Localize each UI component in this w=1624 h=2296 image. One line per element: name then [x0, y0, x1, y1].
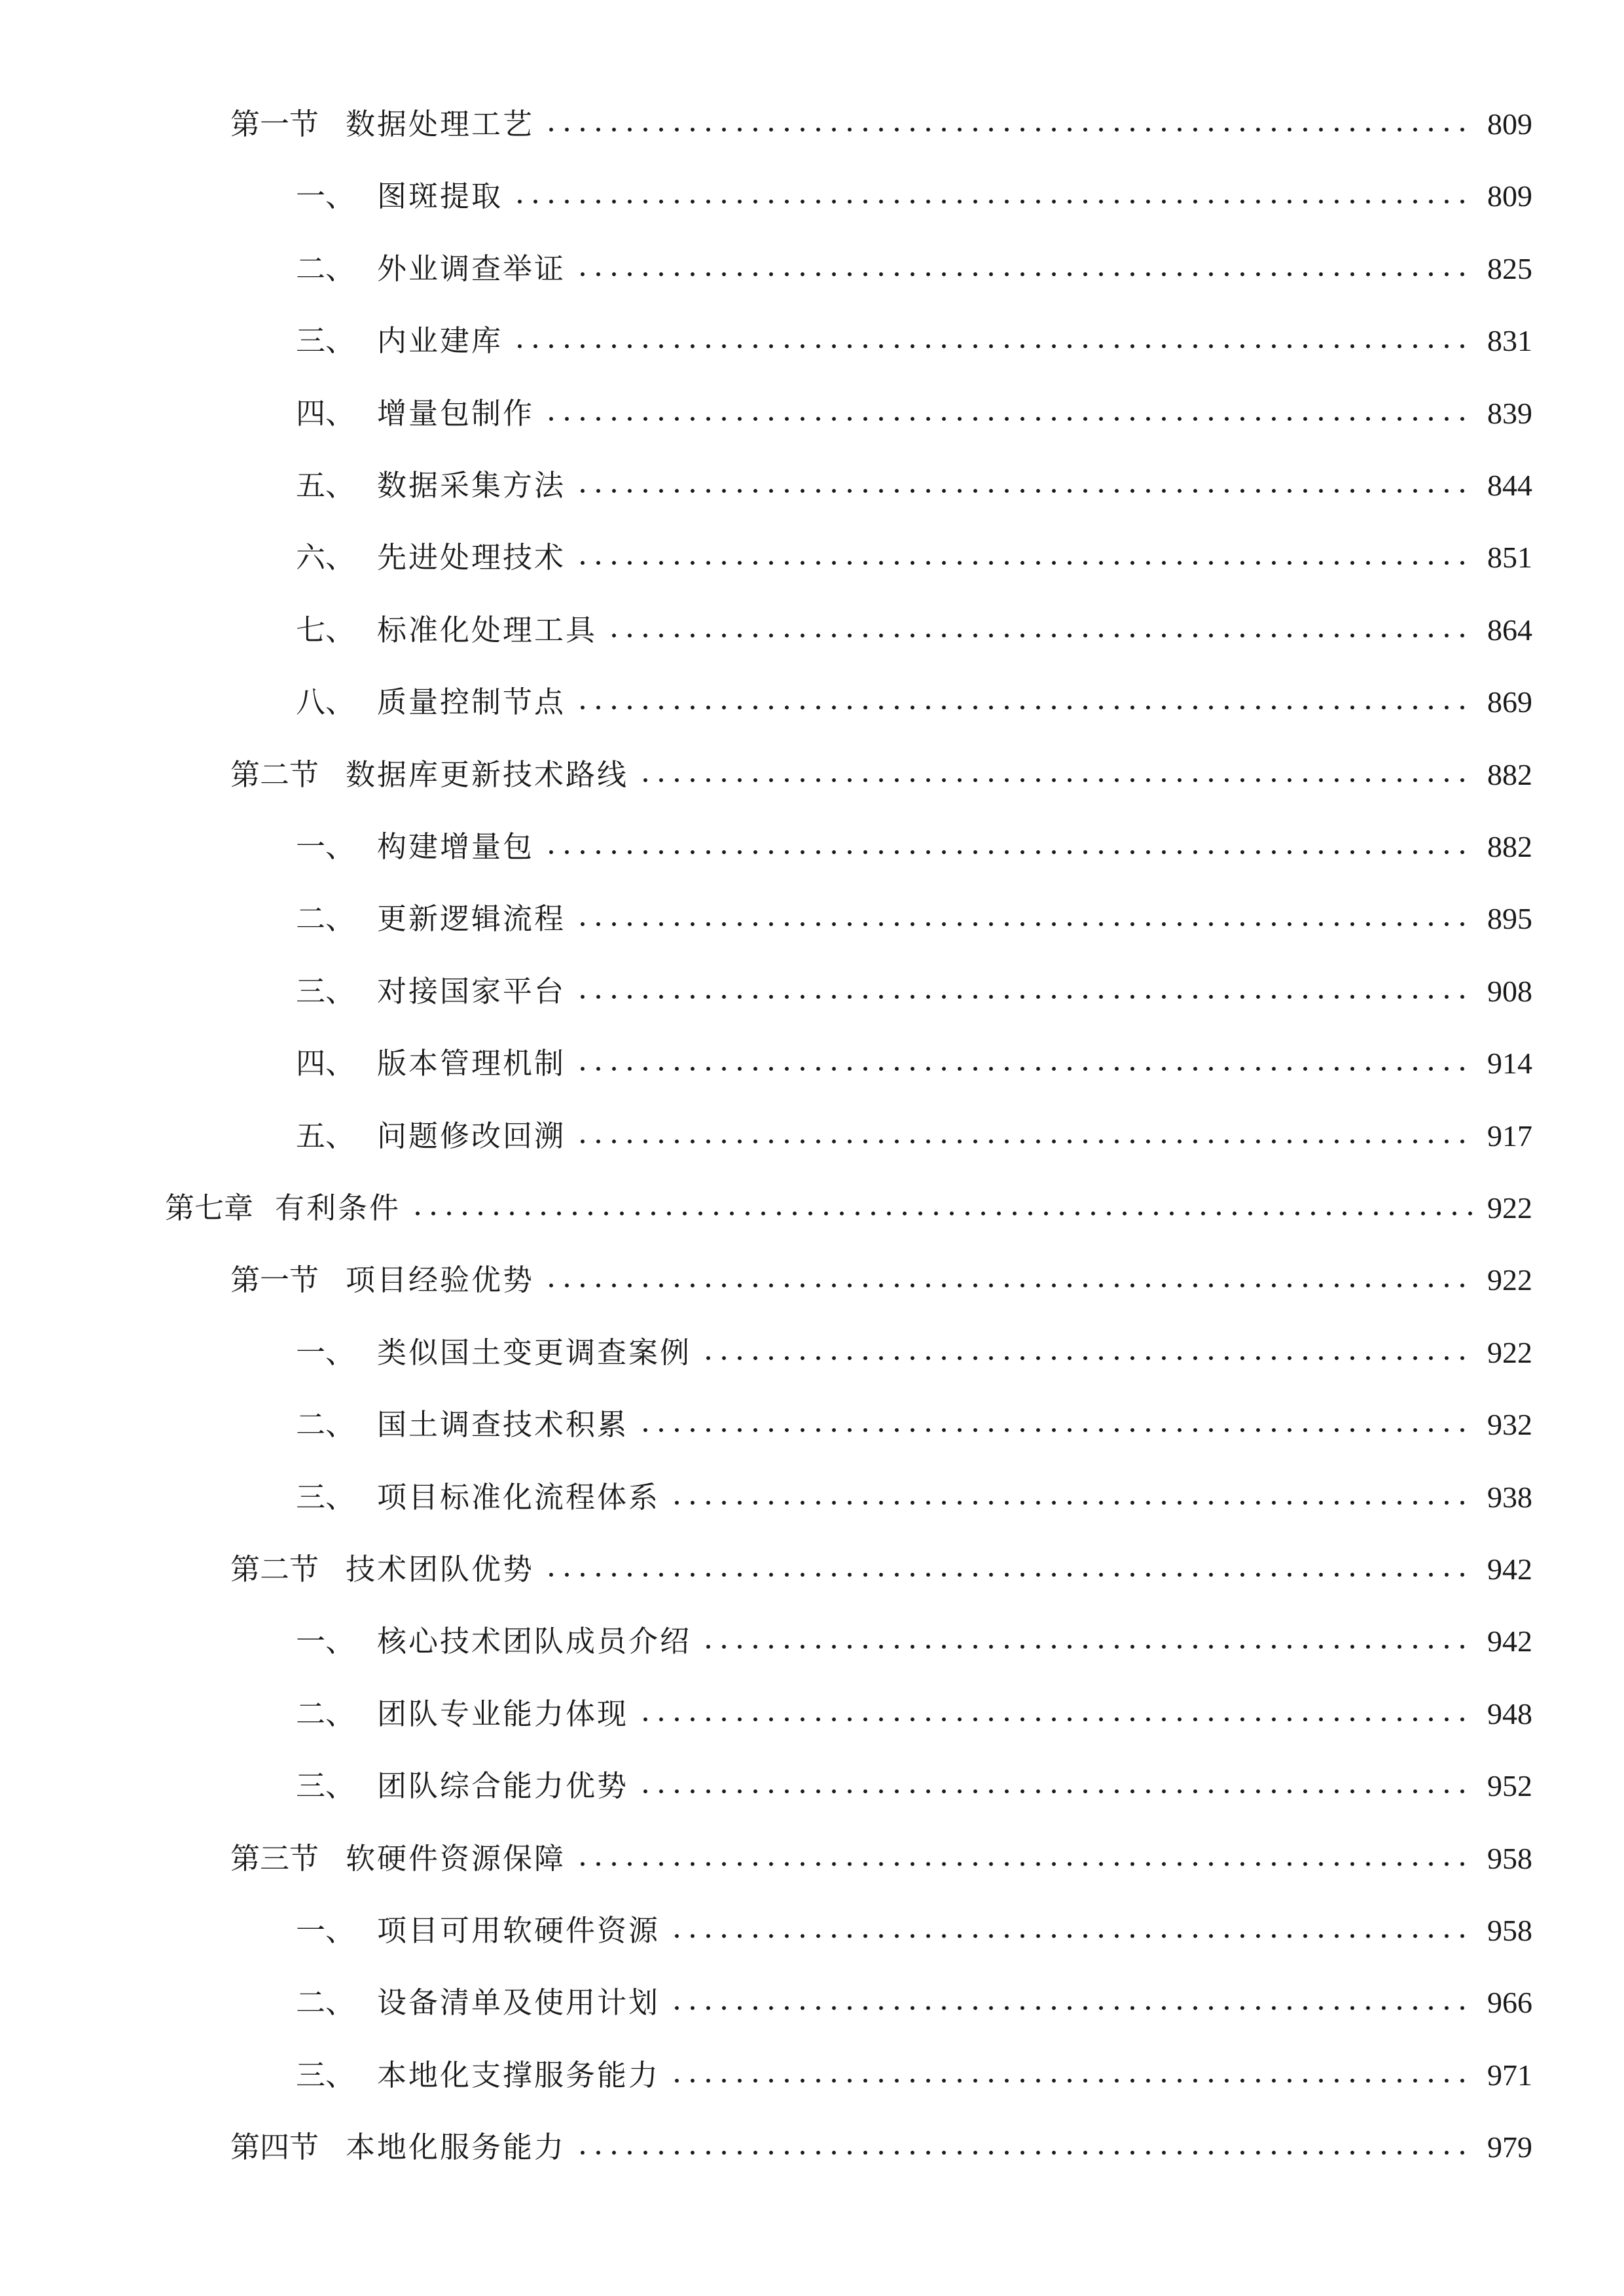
toc-section-entry[interactable] — [230, 98, 1532, 151]
toc-dot-leader — [700, 1643, 1474, 1651]
toc-subsection-entry[interactable] — [296, 459, 1532, 512]
toc-entry-title: 版本管理机制 — [377, 1046, 566, 1081]
toc-entry-number: 二、 — [296, 901, 355, 936]
toc-entry-number: 六、 — [296, 540, 355, 575]
toc-dot-leader — [638, 1787, 1474, 1795]
toc-entry-title: 对接国家平台 — [377, 974, 566, 1009]
toc-dot-leader — [638, 1426, 1474, 1434]
toc-entry-title: 本地化服务能力 — [346, 2130, 566, 2164]
toc-dot-leader — [410, 1210, 1474, 1217]
toc-entry-number: 二、 — [296, 1696, 355, 1731]
toc-entry-number: 一、 — [296, 829, 355, 864]
toc-page-number: 882 — [1487, 830, 1532, 863]
toc-page-number: 979 — [1487, 2130, 1532, 2164]
toc-entry-number: 二、 — [296, 1985, 355, 2020]
toc-section-entry[interactable] — [230, 749, 1532, 801]
toc-entry-number: 第三节 — [230, 1841, 319, 1876]
toc-subsection-entry[interactable] — [296, 170, 1532, 223]
toc-entry-number: 八、 — [296, 685, 355, 719]
toc-entry-title: 构建增量包 — [377, 829, 535, 864]
toc-entry-title: 项目经验优势 — [346, 1263, 535, 1297]
toc-entry-number: 五、 — [296, 468, 355, 503]
toc-entry-title: 问题修改回溯 — [377, 1119, 566, 1153]
toc-dot-leader — [512, 342, 1474, 350]
toc-entry-number: 七、 — [296, 613, 355, 647]
toc-section-entry[interactable] — [230, 1833, 1532, 1885]
toc-entry-title: 团队专业能力体现 — [377, 1696, 629, 1731]
toc-page-number: 825 — [1487, 252, 1532, 285]
toc-entry-number: 二、 — [296, 1407, 355, 1442]
toc-page-number: 895 — [1487, 902, 1532, 935]
toc-subsection-entry[interactable] — [296, 387, 1532, 440]
toc-entry-title: 数据处理工艺 — [346, 107, 535, 141]
toc-page-number: 938 — [1487, 1480, 1532, 1514]
toc-entry-title: 质量控制节点 — [377, 685, 566, 719]
toc-dot-leader — [543, 848, 1474, 856]
toc-entry-number: 二、 — [296, 251, 355, 286]
toc-subsection-entry[interactable] — [296, 821, 1532, 873]
toc-entry-number: 三、 — [296, 2058, 355, 2092]
toc-entry-title: 数据库更新技术路线 — [346, 757, 629, 792]
toc-section-entry[interactable] — [230, 2121, 1532, 2174]
toc-entry-title: 技术团队优势 — [346, 1552, 535, 1587]
toc-subsection-entry[interactable] — [296, 1037, 1532, 1090]
toc-page-number: 809 — [1487, 179, 1532, 213]
toc-entry-number: 四、 — [296, 396, 355, 431]
toc-dot-leader — [700, 1354, 1474, 1362]
toc-subsection-entry[interactable] — [296, 1615, 1532, 1668]
toc-subsection-entry[interactable] — [296, 1760, 1532, 1812]
toc-entry-title: 项目标准化流程体系 — [377, 1480, 660, 1515]
toc-dot-leader — [575, 2149, 1474, 2157]
toc-page-number: 917 — [1487, 1119, 1532, 1153]
toc-entry-number: 第二节 — [230, 757, 319, 792]
toc-entry-title: 本地化支撑服务能力 — [377, 2058, 660, 2092]
toc-subsection-entry[interactable] — [296, 531, 1532, 584]
toc-page-number: 809 — [1487, 107, 1532, 141]
toc-entry-title: 更新逻辑流程 — [377, 901, 566, 936]
toc-subsection-entry[interactable] — [296, 1327, 1532, 1379]
toc-dot-leader — [638, 776, 1474, 784]
toc-entry-title: 标准化处理工具 — [377, 613, 598, 647]
toc-dot-leader — [543, 126, 1474, 134]
toc-subsection-entry[interactable] — [296, 315, 1532, 367]
toc-entry-title: 图斑提取 — [377, 179, 503, 213]
toc-entry-number: 第二节 — [230, 1552, 319, 1587]
toc-dot-leader — [575, 920, 1474, 928]
toc-entry-title: 先进处理技术 — [377, 540, 566, 575]
toc-subsection-entry[interactable] — [296, 1688, 1532, 1740]
toc-page-number: 908 — [1487, 975, 1532, 1008]
toc-dot-leader — [512, 198, 1474, 206]
toc-page-number: 851 — [1487, 541, 1532, 574]
toc-dot-leader — [669, 2077, 1474, 2085]
toc-entry-title: 国土调查技术积累 — [377, 1407, 629, 1442]
toc-page-number: 932 — [1487, 1408, 1532, 1441]
toc-page-number: 958 — [1487, 1914, 1532, 1947]
toc-page-number: 952 — [1487, 1769, 1532, 1803]
toc-entry-title: 核心技术团队成员介绍 — [377, 1624, 692, 1659]
toc-page-number: 922 — [1487, 1191, 1532, 1225]
toc-entry-number: 三、 — [296, 1480, 355, 1515]
toc-entry-number: 五、 — [296, 1119, 355, 1153]
toc-entry-number: 三、 — [296, 323, 355, 358]
toc-dot-leader — [575, 704, 1474, 711]
toc-page-number: 971 — [1487, 2058, 1532, 2092]
toc-dot-leader — [575, 1138, 1474, 1145]
toc-page-number: 869 — [1487, 685, 1532, 719]
toc-entry-title: 数据采集方法 — [377, 468, 566, 503]
toc-entry-title: 内业建库 — [377, 323, 503, 358]
toc-entry-title: 增量包制作 — [377, 396, 535, 431]
toc-page-number: 831 — [1487, 324, 1532, 357]
toc-page-number: 942 — [1487, 1624, 1532, 1658]
toc-dot-leader — [606, 632, 1474, 639]
toc-page-number: 922 — [1487, 1336, 1532, 1369]
toc-page-number: 966 — [1487, 1986, 1532, 2019]
toc-dot-leader — [575, 1065, 1474, 1073]
toc-entry-number: 三、 — [296, 974, 355, 1009]
toc-subsection-entry[interactable] — [296, 676, 1532, 728]
toc-chapter-entry[interactable] — [165, 1182, 1532, 1234]
toc-entry-number: 第一节 — [230, 107, 319, 141]
toc-entry-title: 外业调查举证 — [377, 251, 566, 286]
toc-page-number: 864 — [1487, 613, 1532, 647]
toc-dot-leader — [669, 1932, 1474, 1940]
toc-entry-number: 三、 — [296, 1768, 355, 1803]
toc-dot-leader — [543, 415, 1474, 423]
toc-dot-leader — [575, 270, 1474, 278]
toc-entry-title: 软硬件资源保障 — [346, 1841, 566, 1876]
toc-page-number: 844 — [1487, 469, 1532, 502]
toc-dot-leader — [575, 487, 1474, 495]
toc-subsection-entry[interactable] — [296, 2049, 1532, 2102]
toc-entry-number: 一、 — [296, 1335, 355, 1370]
toc-dot-leader — [575, 993, 1474, 1001]
toc-subsection-entry[interactable] — [296, 1471, 1532, 1524]
toc-entry-title: 有利条件 — [275, 1191, 401, 1225]
toc-subsection-entry[interactable] — [296, 1905, 1532, 1957]
toc-entry-number: 第一节 — [230, 1263, 319, 1297]
toc-entry-title: 团队综合能力优势 — [377, 1768, 629, 1803]
toc-subsection-entry[interactable] — [296, 243, 1532, 295]
toc-subsection-entry[interactable] — [296, 1399, 1532, 1451]
toc-section-entry[interactable] — [230, 1254, 1532, 1306]
toc-dot-leader — [575, 1860, 1474, 1868]
toc-entry-number: 一、 — [296, 1913, 355, 1948]
toc-page-number: 922 — [1487, 1263, 1532, 1297]
toc-dot-leader — [543, 1282, 1474, 1289]
toc-page-number: 948 — [1487, 1697, 1532, 1731]
toc-entry-number: 四、 — [296, 1046, 355, 1081]
toc-subsection-entry[interactable] — [296, 1110, 1532, 1162]
toc-subsection-entry[interactable] — [296, 604, 1532, 656]
toc-entry-title: 类似国土变更调查案例 — [377, 1335, 692, 1370]
toc-section-entry[interactable] — [230, 1543, 1532, 1596]
toc-entry-title: 项目可用软硬件资源 — [377, 1913, 660, 1948]
toc-page-number: 914 — [1487, 1047, 1532, 1080]
toc-entry-title: 设备清单及使用计划 — [377, 1985, 660, 2020]
toc-dot-leader — [575, 559, 1474, 567]
toc-subsection-entry[interactable] — [296, 893, 1532, 945]
toc-page-number: 882 — [1487, 758, 1532, 791]
toc-entry-number: 一、 — [296, 1624, 355, 1659]
toc-dot-leader — [638, 1715, 1474, 1723]
toc-entry-number: 第七章 — [165, 1191, 254, 1225]
toc-page-number: 942 — [1487, 1552, 1532, 1586]
toc-page-number: 839 — [1487, 397, 1532, 430]
toc-page-number: 958 — [1487, 1842, 1532, 1875]
toc-dot-leader — [669, 2004, 1474, 2012]
toc-dot-leader — [543, 1571, 1474, 1579]
toc-dot-leader — [669, 1499, 1474, 1507]
toc-subsection-entry[interactable] — [296, 1977, 1532, 2029]
toc-entry-number: 第四节 — [230, 2130, 319, 2164]
toc-subsection-entry[interactable] — [296, 965, 1532, 1018]
toc-entry-number: 一、 — [296, 179, 355, 213]
